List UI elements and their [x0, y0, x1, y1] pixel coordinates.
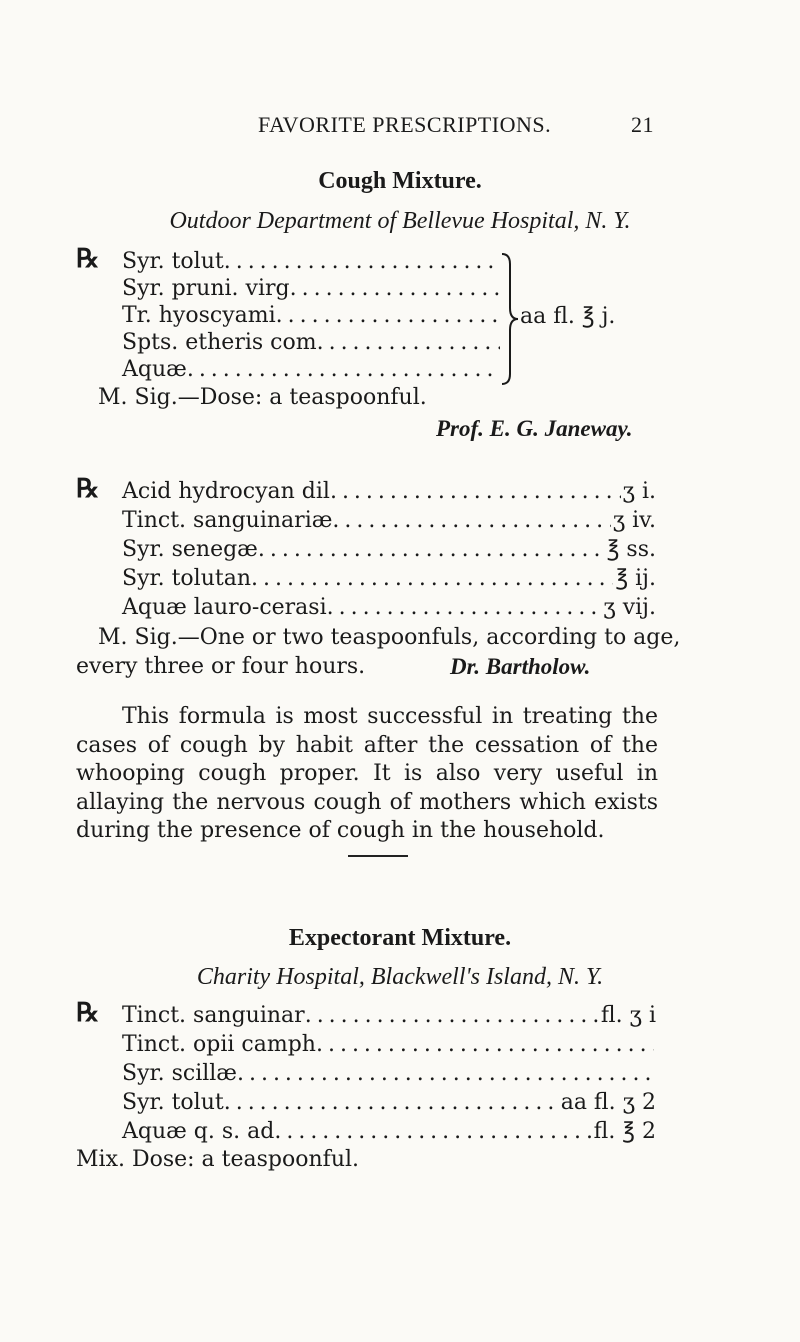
rx3-item — [122, 1089, 656, 1117]
rx2-item-name: Tinct. sanguinariæ — [122, 508, 333, 533]
section-title-cough-mixture: Cough Mixture. — [318, 168, 482, 194]
rx3-item-name: Syr. scillæ — [122, 1061, 237, 1086]
rx2-item-qty: ℥ ij. — [615, 566, 656, 591]
rx2-item-name: Syr. tolutan — [122, 566, 252, 591]
rx3-item-qty: fl. ℥ 2 — [593, 1119, 656, 1144]
section-subtitle-charity-hospital: Charity Hospital, Blackwell's Island, N. Y. — [196, 964, 604, 990]
rx2-item-qty: ʒ iv. — [612, 508, 656, 533]
running-head-title: FAVORITE PRESCRIPTIONS. — [258, 112, 552, 137]
rx3-item-name: Aquæ q. s. ad — [122, 1119, 275, 1144]
rx2-directions-line1: M. Sig.—One or two teaspoonfuls, according to age, — [98, 625, 681, 650]
rx2-item — [122, 507, 656, 535]
rx1-item — [122, 275, 500, 303]
rx-symbol: ℞ — [76, 998, 100, 1027]
rx3-item-qty: aa fl. ʒ 2 — [560, 1090, 656, 1115]
section-subtitle-bellevue: Outdoor Department of Bellevue Hospital, N. Y. — [169, 208, 631, 234]
page-number: 21 — [631, 112, 654, 137]
rx2-item-name: Syr. senegæ — [122, 537, 258, 562]
rx2-item — [122, 478, 656, 506]
section-title-expectorant-mixture: Expectorant Mixture. — [288, 925, 512, 951]
rx3-directions: Mix. Dose: a teaspoonful. — [76, 1147, 360, 1172]
rx2-item — [122, 536, 656, 564]
rx-symbol: ℞ — [76, 474, 100, 503]
rx1-item — [122, 329, 500, 357]
rx2-item — [122, 594, 656, 622]
rx3-item-name: Syr. tolut — [122, 1090, 224, 1115]
rx2-item — [122, 565, 656, 593]
rx3-item-name: Tinct. opii camph — [122, 1032, 316, 1057]
rx2-item-qty: ℥ ss. — [606, 537, 656, 562]
rx1-item-name: Aquæ — [122, 357, 187, 382]
rx3-item — [122, 1118, 656, 1146]
rx3-item — [122, 1060, 656, 1088]
rx3-item — [122, 1002, 656, 1030]
rx1-item-name: Tr. hyoscyami — [122, 303, 276, 328]
rx3-item — [122, 1031, 656, 1059]
rx3-item-qty — [654, 1031, 656, 1059]
rx2-directions-line2: every three or four hours. — [76, 654, 366, 679]
rx-symbol: ℞ — [76, 244, 100, 273]
rx3-item-qty: fl. ʒ i — [600, 1003, 656, 1028]
rx3-item-qty — [654, 1060, 656, 1088]
rx2-item-qty: ʒ vij. — [603, 595, 656, 620]
rx1-directions: M. Sig.—Dose: a teaspoonful. — [98, 385, 427, 410]
curly-brace — [500, 252, 520, 386]
rx3-item-name: Tinct. sanguinar — [122, 1003, 305, 1028]
rx2-signature: Dr. Bartholow. — [450, 654, 591, 679]
rx1-item — [122, 248, 500, 276]
rx1-item — [122, 356, 500, 384]
rx1-item — [122, 302, 500, 330]
rx1-item-name: Syr. tolut — [122, 249, 224, 274]
rx2-item-name: Acid hydrocyan dil — [122, 479, 330, 504]
running-head — [258, 112, 654, 138]
rx1-signature: Prof. E. G. Janeway. — [436, 416, 633, 441]
rx2-item-name: Aquæ lauro-cerasi — [122, 595, 327, 620]
section1-note: This formula is most successful in treating the cases of cough by habit after the cessation of the whooping cough proper. It is also very useful in allaying the nervous cough of mothers which exists during the presence of cough in the household. — [76, 704, 658, 844]
rx1-item-name: Syr. pruni. virg — [122, 276, 290, 301]
rx1-item-name: Spts. etheris com — [122, 330, 317, 355]
rx1-quantity: aa fl. ℥ j. — [520, 304, 616, 329]
rx2-item-qty: ʒ i. — [622, 479, 656, 504]
section-divider — [348, 855, 408, 857]
